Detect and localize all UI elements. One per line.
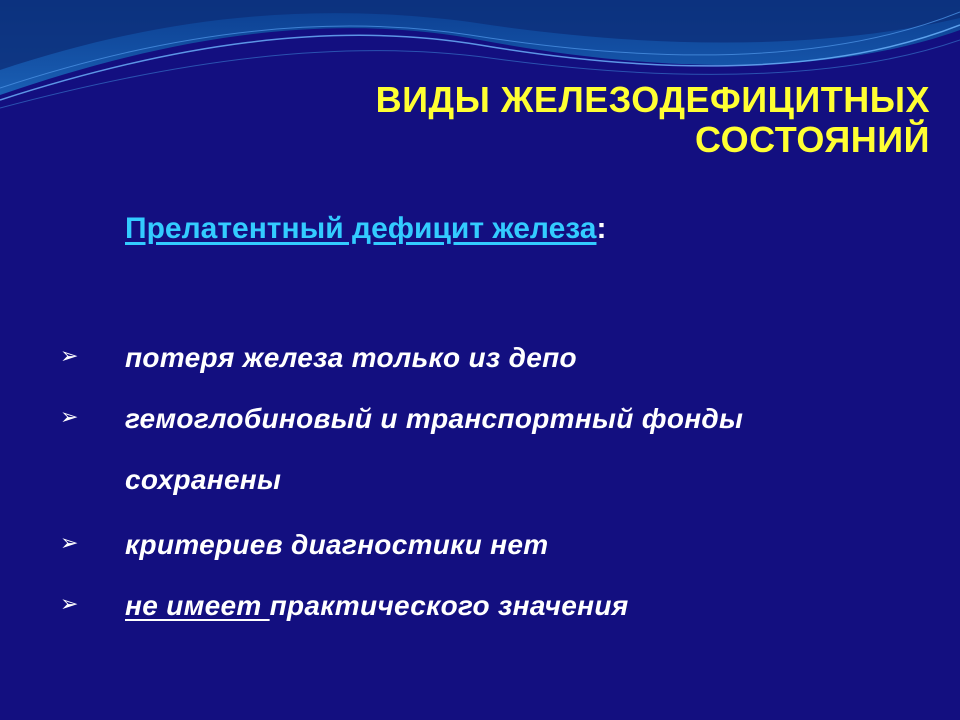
bullet-text: сохранены (125, 464, 282, 495)
bullet-emphasis: не имеет (125, 590, 270, 621)
list-item (0, 401, 960, 441)
list-item-continuation (0, 462, 960, 502)
subtitle-text: Прелатентный дефицит железа (125, 212, 597, 245)
subtitle-colon: : (596, 212, 607, 245)
bullet-text: гемоглобиновый и транспортный фонды (125, 403, 744, 434)
bullet-rest: практического значения (269, 590, 629, 621)
bullet-text: критериев диагностики нет (125, 529, 549, 560)
arrow-bullet-icon: ➢ (60, 592, 79, 617)
list-item (0, 527, 960, 567)
arrow-bullet-icon: ➢ (60, 531, 79, 556)
bullet-text: потеря железа только из депо (125, 342, 577, 373)
title-line-1: ВИДЫ ЖЕЛЕЗОДЕФИЦИТНЫХ (375, 79, 930, 120)
arrow-bullet-icon: ➢ (60, 344, 79, 369)
arrow-bullet-icon: ➢ (60, 405, 79, 430)
list-item (0, 588, 960, 628)
list-item (0, 340, 960, 380)
bullet-text (125, 588, 629, 624)
title-line-2: СОСТОЯНИЙ (695, 119, 930, 160)
